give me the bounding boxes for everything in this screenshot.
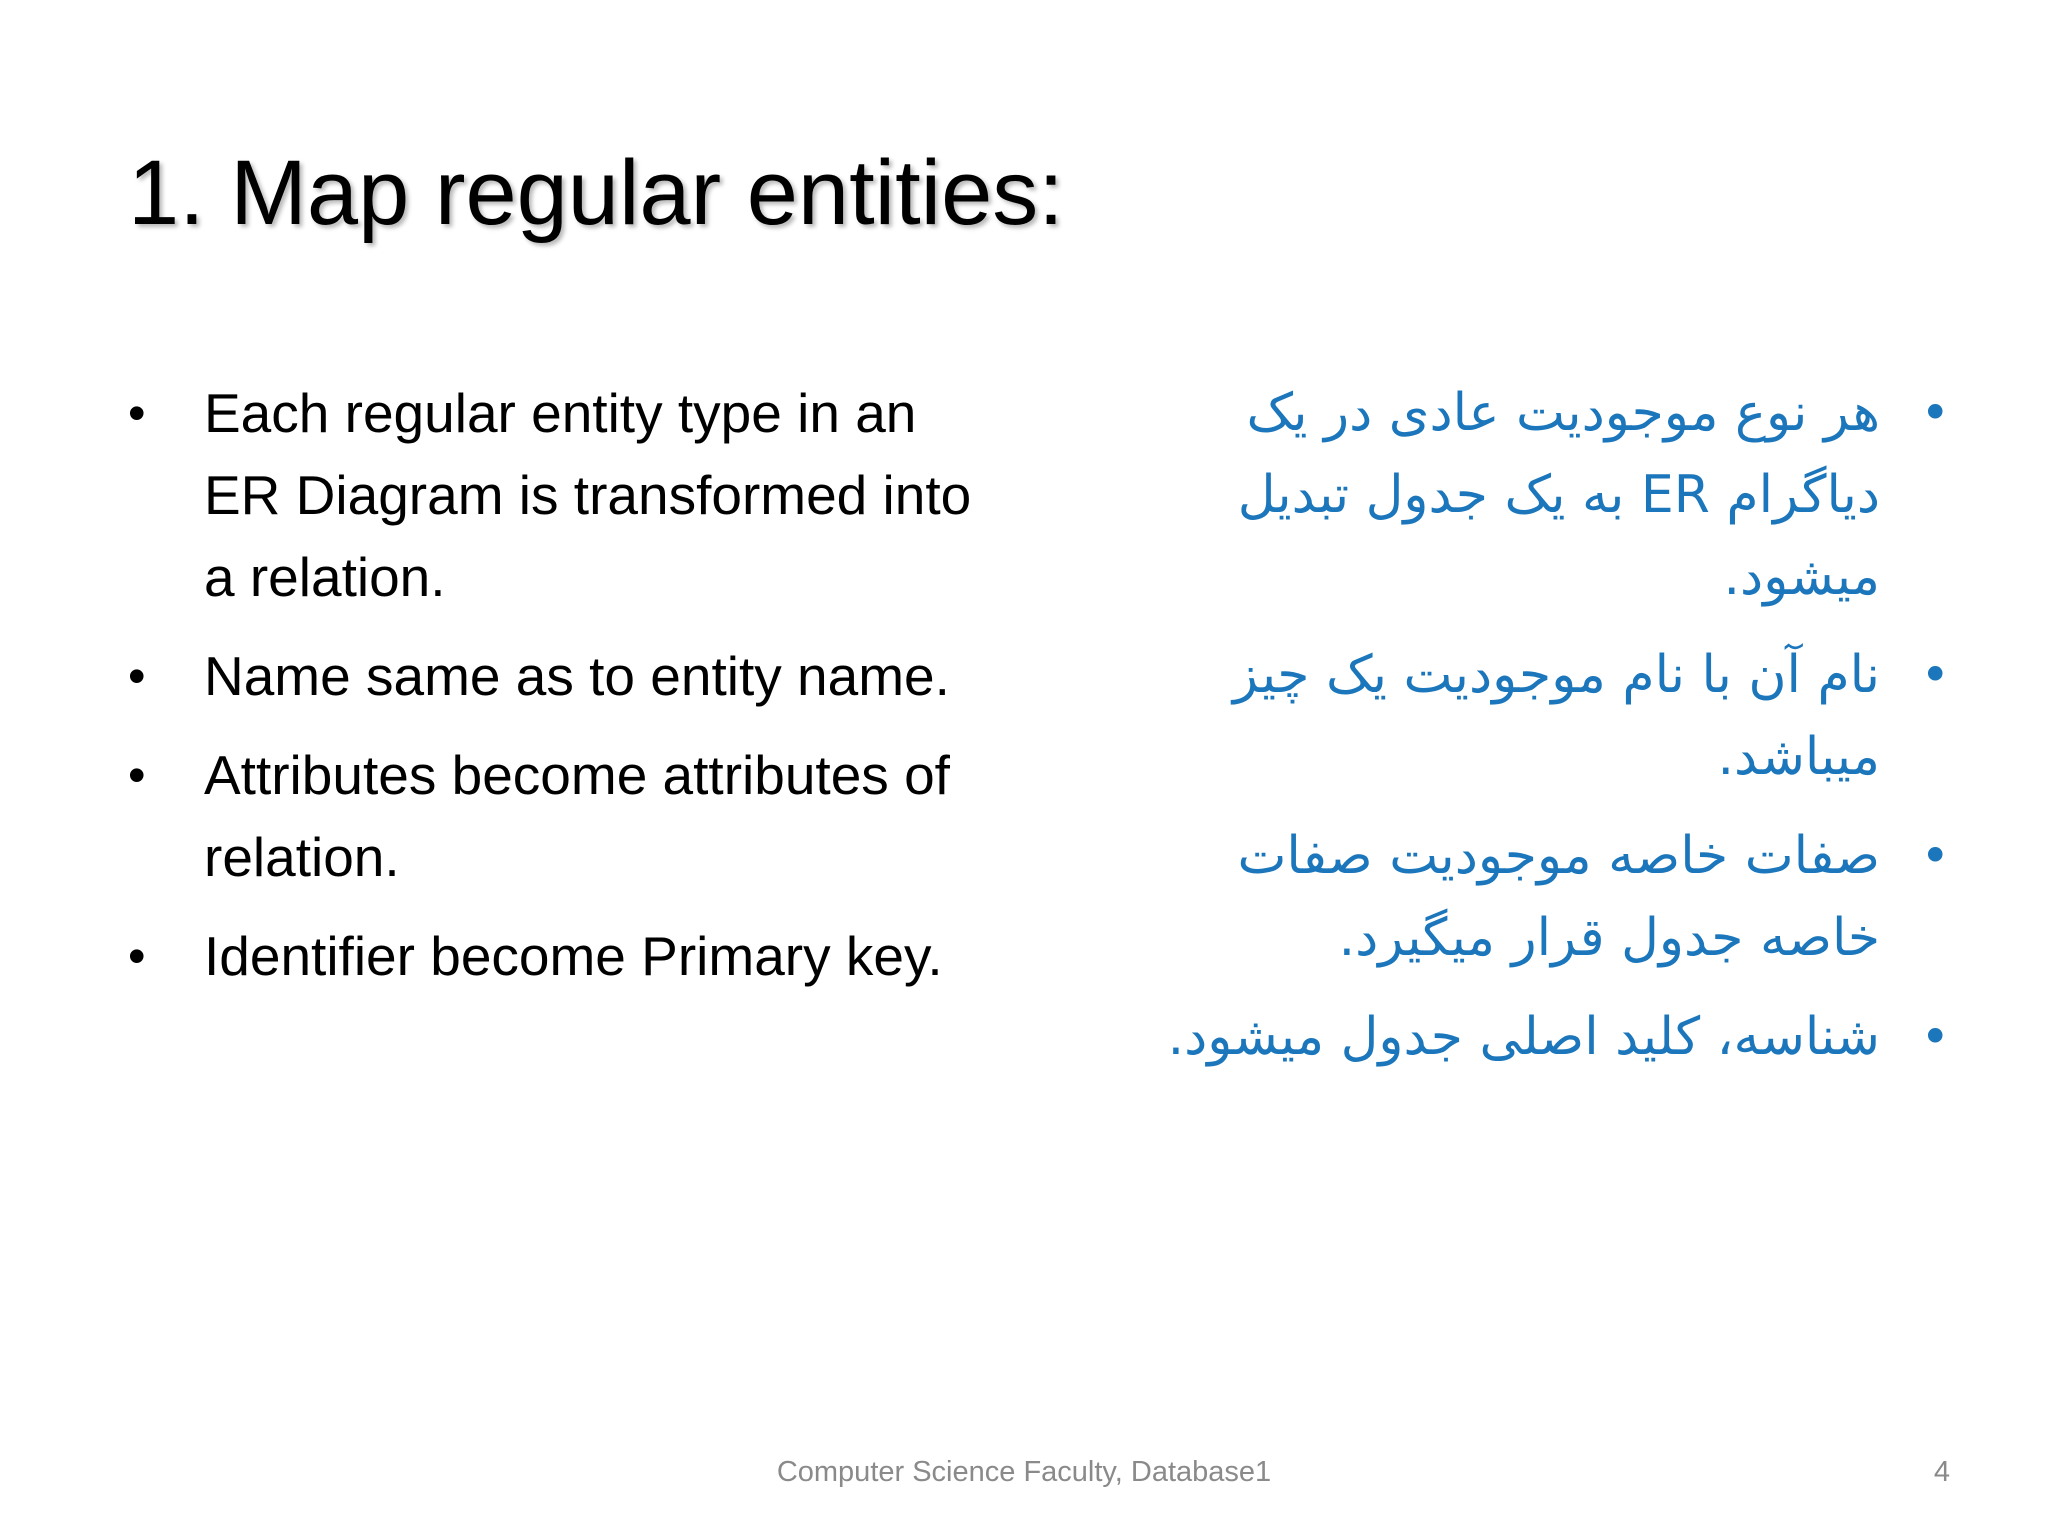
bullet-icon: • [128,385,146,441]
english-bullet-item [120,635,1000,717]
page-number: 4 [1933,1456,1950,1488]
english-bullet-text: Name same as to entity name. [204,645,950,707]
persian-bullet-item [1110,372,1950,618]
persian-bullet-item [1110,996,1950,1078]
persian-bullet-list [1110,372,1950,1078]
bullet-icon: • [128,928,146,984]
persian-bullet-text: شناسه، کلید اصلی جدول میشود. [1167,1007,1880,1067]
slide-footer: Computer Science Faculty, Database1 [776,1456,1272,1488]
english-column [120,372,1000,1014]
english-bullet-item [120,734,1000,898]
persian-bullet-text: صفات خاصه موجودیت صفات خاصه جدول قرار میگیرد. [1237,826,1880,968]
english-bullet-item [120,915,1000,997]
persian-bullet-item [1110,634,1950,798]
english-bullet-text: Attributes become attributes of relation. [204,744,950,888]
bullet-icon: • [1920,384,1950,442]
english-bullet-list [120,372,1000,997]
slide-title: 1. Map regular entities: [128,142,1064,244]
persian-bullet-item [1110,815,1950,979]
bullet-icon: • [1920,1008,1950,1066]
persian-column [1110,372,1950,1095]
bullet-icon: • [1920,827,1950,885]
persian-bullet-text: نام آن با نام موجودیت یک چیز میباشد. [1232,645,1880,787]
bullet-icon: • [128,747,146,803]
bullet-icon: • [128,648,146,704]
english-bullet-text: Each regular entity type in an ER Diagram is transformed into a relation. [204,382,972,608]
english-bullet-text: Identifier become Primary key. [204,925,943,987]
persian-bullet-text: هر نوع موجودیت عادی در یک دیاگرام ER به یک جدول تبدیل میشود. [1237,383,1880,607]
bullet-icon: • [1920,646,1950,704]
english-bullet-item [120,372,1000,618]
